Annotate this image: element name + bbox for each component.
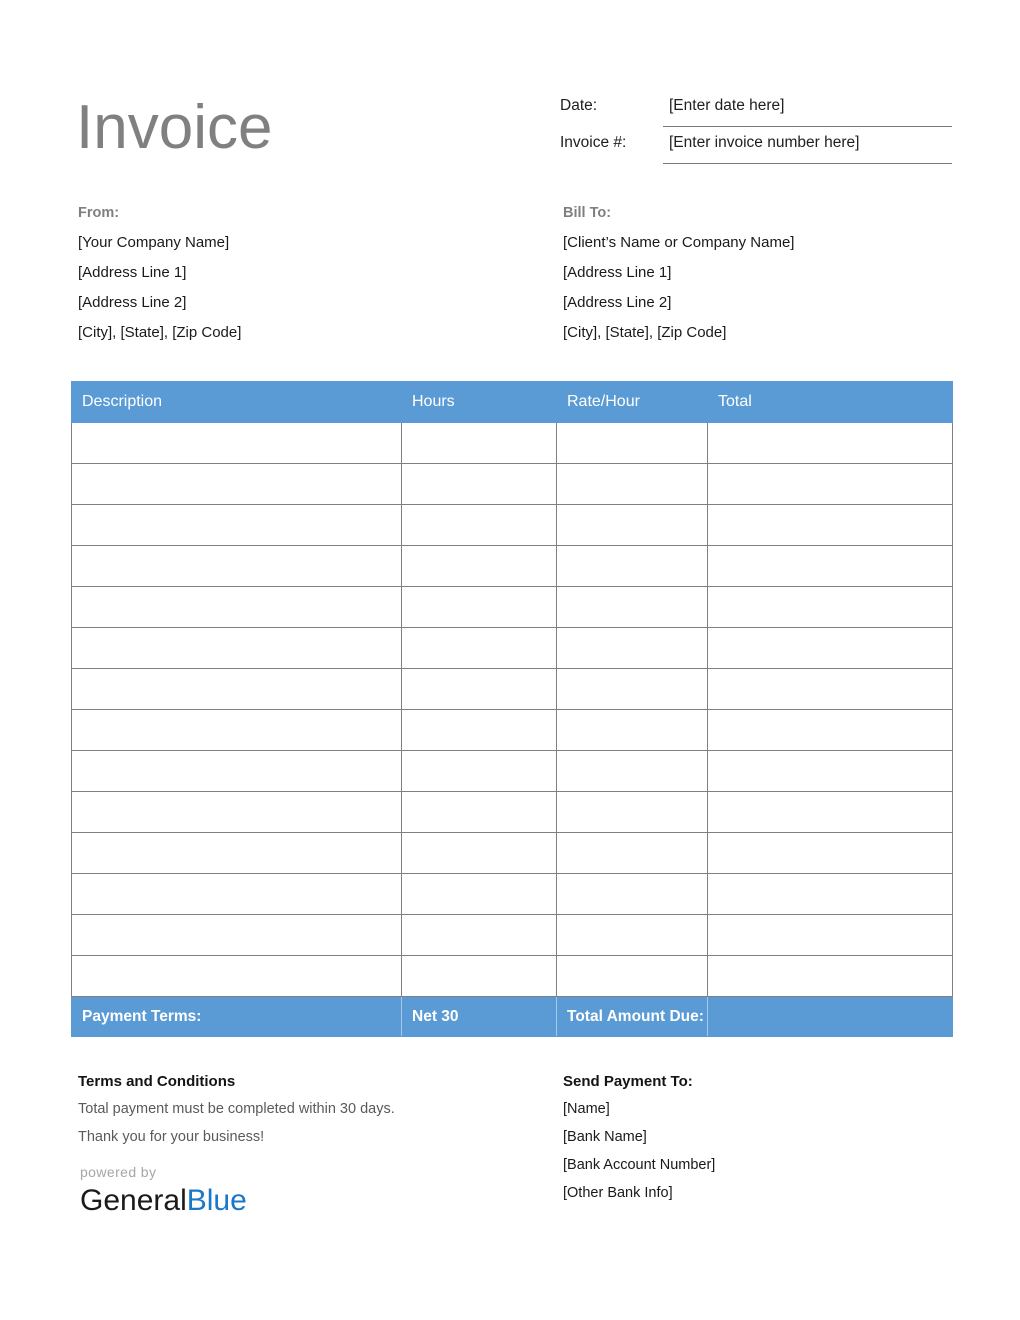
cell-hours[interactable] bbox=[402, 587, 557, 628]
cell-total[interactable] bbox=[708, 792, 953, 833]
cell-description[interactable] bbox=[72, 792, 402, 833]
cell-total[interactable] bbox=[708, 833, 953, 874]
cell-description[interactable] bbox=[72, 628, 402, 669]
cell-rate-hour[interactable] bbox=[557, 915, 708, 956]
table-footer-row bbox=[72, 997, 953, 1037]
cell-description[interactable] bbox=[72, 423, 402, 464]
from-block bbox=[78, 198, 478, 348]
send-payment-to-line-account-number[interactable]: [Bank Account Number] bbox=[563, 1157, 716, 1173]
line-items-body bbox=[72, 423, 953, 997]
cell-rate-hour[interactable] bbox=[557, 874, 708, 915]
from-line-address2[interactable]: [Address Line 2] bbox=[78, 294, 187, 311]
cell-hours[interactable] bbox=[402, 546, 557, 587]
bill-to-block bbox=[563, 198, 963, 348]
line-items-header bbox=[72, 382, 953, 423]
logo-wordmark bbox=[80, 1182, 247, 1220]
cell-description[interactable] bbox=[72, 874, 402, 915]
invoice-header bbox=[0, 0, 1020, 185]
table-row bbox=[72, 423, 953, 464]
cell-rate-hour[interactable] bbox=[557, 751, 708, 792]
cell-rate-hour[interactable] bbox=[557, 505, 708, 546]
column-header-rate-hour: Rate/Hour bbox=[557, 382, 708, 423]
cell-description[interactable] bbox=[72, 915, 402, 956]
send-payment-to-heading: Send Payment To: bbox=[563, 1073, 693, 1090]
cell-description[interactable] bbox=[72, 833, 402, 874]
cell-description[interactable] bbox=[72, 956, 402, 997]
cell-hours[interactable] bbox=[402, 833, 557, 874]
cell-hours[interactable] bbox=[402, 669, 557, 710]
terms-heading: Terms and Conditions bbox=[78, 1073, 236, 1090]
cell-total[interactable] bbox=[708, 956, 953, 997]
general-blue-logo bbox=[80, 1163, 247, 1220]
cell-total[interactable] bbox=[708, 546, 953, 587]
cell-hours[interactable] bbox=[402, 956, 557, 997]
cell-rate-hour[interactable] bbox=[557, 464, 708, 505]
payment-terms-label: Payment Terms: bbox=[72, 997, 402, 1037]
cell-total[interactable] bbox=[708, 874, 953, 915]
table-row bbox=[72, 956, 953, 997]
bill-to-line-address2[interactable]: [Address Line 2] bbox=[563, 294, 672, 311]
column-header-description: Description bbox=[72, 382, 402, 423]
cell-rate-hour[interactable] bbox=[557, 423, 708, 464]
column-header-hours: Hours bbox=[402, 382, 557, 423]
cell-description[interactable] bbox=[72, 587, 402, 628]
table-header-row bbox=[72, 382, 953, 423]
invoice-number-input[interactable]: [Enter invoice number here] bbox=[663, 131, 952, 164]
table-row bbox=[72, 464, 953, 505]
logo-word-blue: Blue bbox=[186, 1184, 247, 1217]
cell-rate-hour[interactable] bbox=[557, 587, 708, 628]
send-payment-to-line-name[interactable]: [Name] bbox=[563, 1101, 610, 1117]
cell-hours[interactable] bbox=[402, 751, 557, 792]
from-line-address1[interactable]: [Address Line 1] bbox=[78, 264, 187, 281]
cell-total[interactable] bbox=[708, 915, 953, 956]
cell-description[interactable] bbox=[72, 669, 402, 710]
cell-rate-hour[interactable] bbox=[557, 956, 708, 997]
line-items-table bbox=[71, 381, 953, 1037]
cell-description[interactable] bbox=[72, 505, 402, 546]
terms-and-conditions-block bbox=[78, 1068, 508, 1151]
total-amount-due-value[interactable] bbox=[708, 997, 953, 1037]
cell-hours[interactable] bbox=[402, 792, 557, 833]
table-row bbox=[72, 915, 953, 956]
cell-hours[interactable] bbox=[402, 464, 557, 505]
line-items-footer bbox=[72, 997, 953, 1037]
bill-to-line-client[interactable]: [Client’s Name or Company Name] bbox=[563, 234, 795, 251]
terms-line-thank-you: Thank you for your business! bbox=[78, 1129, 265, 1145]
cell-total[interactable] bbox=[708, 628, 953, 669]
date-label: Date: bbox=[560, 97, 598, 114]
address-section bbox=[0, 198, 1020, 348]
table-row bbox=[72, 710, 953, 751]
terms-line-payment-window: Total payment must be completed within 30 days. bbox=[78, 1101, 395, 1117]
table-row bbox=[72, 628, 953, 669]
date-input[interactable]: [Enter date here] bbox=[663, 94, 952, 127]
send-payment-to-line-other-info[interactable]: [Other Bank Info] bbox=[563, 1185, 673, 1201]
invoice-number-label: Invoice #: bbox=[560, 134, 627, 151]
invoice-meta-block bbox=[560, 94, 952, 168]
table-row bbox=[72, 833, 953, 874]
cell-rate-hour[interactable] bbox=[557, 833, 708, 874]
bill-to-heading: Bill To: bbox=[563, 205, 612, 221]
cell-total[interactable] bbox=[708, 505, 953, 546]
bill-to-line-city-state-zip[interactable]: [City], [State], [Zip Code] bbox=[563, 324, 727, 341]
cell-total[interactable] bbox=[708, 464, 953, 505]
send-payment-to-block bbox=[563, 1068, 963, 1207]
cell-rate-hour[interactable] bbox=[557, 792, 708, 833]
cell-rate-hour[interactable] bbox=[557, 669, 708, 710]
total-amount-due-label: Total Amount Due: bbox=[557, 997, 708, 1037]
table-row bbox=[72, 751, 953, 792]
cell-hours[interactable] bbox=[402, 915, 557, 956]
from-line-city-state-zip[interactable]: [City], [State], [Zip Code] bbox=[78, 324, 242, 341]
cell-total[interactable] bbox=[708, 710, 953, 751]
cell-total[interactable] bbox=[708, 587, 953, 628]
cell-hours[interactable] bbox=[402, 874, 557, 915]
cell-hours[interactable] bbox=[402, 628, 557, 669]
cell-rate-hour[interactable] bbox=[557, 546, 708, 587]
table-row bbox=[72, 669, 953, 710]
cell-hours[interactable] bbox=[402, 423, 557, 464]
table-row bbox=[72, 505, 953, 546]
logo-word-general: General bbox=[80, 1184, 187, 1217]
cell-description[interactable] bbox=[72, 751, 402, 792]
date-row bbox=[560, 94, 952, 131]
cell-description[interactable] bbox=[72, 464, 402, 505]
from-heading: From: bbox=[78, 205, 120, 221]
logo-powered-by-label: powered by bbox=[80, 1164, 157, 1180]
cell-description[interactable] bbox=[72, 546, 402, 587]
cell-total[interactable] bbox=[708, 423, 953, 464]
cell-hours[interactable] bbox=[402, 710, 557, 751]
payment-terms-value[interactable]: Net 30 bbox=[402, 997, 557, 1037]
table-row bbox=[72, 874, 953, 915]
send-payment-to-line-bank-name[interactable]: [Bank Name] bbox=[563, 1129, 647, 1145]
cell-hours[interactable] bbox=[402, 505, 557, 546]
page-title: Invoice bbox=[76, 93, 273, 162]
cell-description[interactable] bbox=[72, 710, 402, 751]
column-header-total: Total bbox=[708, 382, 953, 423]
from-line-company[interactable]: [Your Company Name] bbox=[78, 234, 230, 251]
table-row bbox=[72, 792, 953, 833]
cell-rate-hour[interactable] bbox=[557, 710, 708, 751]
invoice-number-row bbox=[560, 131, 952, 168]
cell-total[interactable] bbox=[708, 669, 953, 710]
table-row bbox=[72, 546, 953, 587]
cell-total[interactable] bbox=[708, 751, 953, 792]
cell-rate-hour[interactable] bbox=[557, 628, 708, 669]
bill-to-line-address1[interactable]: [Address Line 1] bbox=[563, 264, 672, 281]
table-row bbox=[72, 587, 953, 628]
